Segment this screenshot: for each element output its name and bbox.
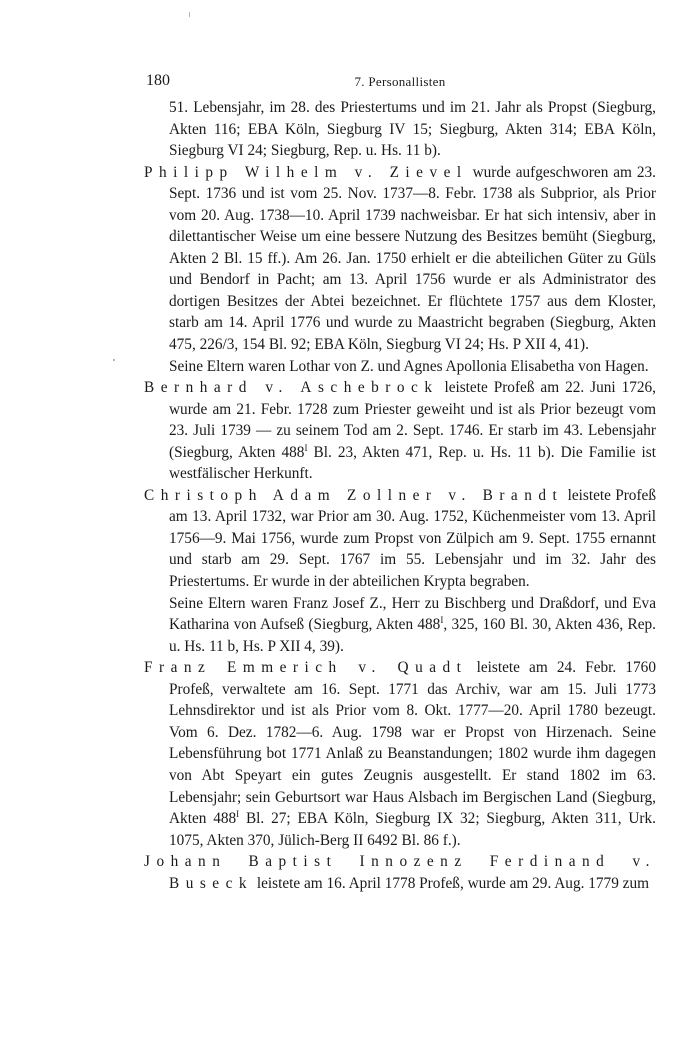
entry-aschebrock bbox=[144, 377, 656, 485]
entry-text: 51. Lebensjahr, im 28. des Priestertums und im 21. Jahr als Propst (Siegburg, Akten 116; EBA Köln, Siegburg IV 15; Siegburg, Akten 314; EBA Köln, Siegburg VI 24; Siegburg, Rep. u. Hs. 11 b). bbox=[169, 99, 656, 160]
entry-zievel bbox=[144, 162, 656, 356]
superscript: I bbox=[304, 442, 308, 453]
entry-text: leistete am 24. Febr. 1760 Profeß, verwaltete am 16. Sept. 1771 das Archiv, war am 15. Juli 1773 Lehnsdirektor und ist als Prior vom 8. Okt. 1777—20. April 1780 bezeugt. Vom 6. Dez. 1782—6. Aug. 1798 war er Propst von Hirzenach. Seine Lebensführung bot 1771 Anlaß zu Beanstandungen; 1802 wurde ihm dagegen von Abt Speyart ein gutes Zeugnis ausgestellt. Er stand 1802 im 63. Lebensjahr; sein Geburtsort war Haus Alsbach im Bergischen Land (Siegburg, Akten 488 bbox=[169, 659, 656, 828]
entry-text: Bl. 23, Akten 471, Rep. u. Hs. 11 b). Die Familie ist westfälischer Herkunft. bbox=[169, 443, 656, 483]
entry-name: Franz Emmerich v. Quadt bbox=[144, 659, 468, 677]
entry-parents bbox=[144, 593, 656, 658]
running-head: 7. Personallisten bbox=[354, 74, 446, 89]
entry-text: wurde aufgeschworen am 23. Sept. 1736 und ist vom 25. Nov. 1737—8. Febr. 1738 als Subprior, als Prior vom 20. Aug. 1738—10. April 1739 nachweisbar. Er hat sich intensiv, aber in dilettantischer Weise um eine bessere Nutzung des Besitzes bemüht (Siegburg, Akten 2 Bl. 15 ff.). Am 26. Jan. 1750 erhielt er die abteilichen Güter zu Güls und Bendorf in Pacht; am 13. April 1756 wurde er als Administrator des dortigen Besitzes der Abtei bezeichnet. Er flüchtete 1757 aus dem Kloster, starb am 14. April 1776 und wurde zu Maastricht begraben (Siegburg, Akten 475, 226/3, 154 Bl. 92; EBA Köln, Siegburg VI 24; Hs. P XII 4, 41). bbox=[169, 163, 656, 354]
entry-text: leistete am 16. April 1778 Profeß, wurde am 29. Aug. 1779 zum bbox=[253, 874, 650, 892]
entry-name: Philipp Wilhelm v. Zievel bbox=[144, 163, 468, 181]
page-number: 180 bbox=[146, 72, 170, 89]
entry-buseck bbox=[144, 851, 656, 894]
entry-text: , 325, 160 Bl. 30, Akten 436, Rep. u. Hs. 11 b, Hs. P XII 4, 39). bbox=[169, 616, 656, 655]
entry-zollner bbox=[144, 485, 656, 593]
entry-text: leistete Profeß am 13. April 1732, war Prior am 30. Aug. 1752, Küchenmeister vom 13. April 1756—9. Mai 1756, wurde zum Propst von Zülpich am 9. Sept. 1755 ernannt und starb am 29. Sept. 1767 im 55. Lebensjahr und im 32. Jahr des Priestertums. Er wurde in der abteilichen Krypta begraben. bbox=[169, 486, 656, 591]
text-block bbox=[144, 97, 656, 894]
entry-name: Christoph Adam Zollner v. Brandt bbox=[144, 486, 564, 504]
entry-parents: Seine Eltern waren Lothar von Z. und Agnes Apollonia Elisabetha von Hagen. bbox=[169, 357, 649, 375]
scan-speck bbox=[113, 359, 115, 361]
superscript: I bbox=[440, 615, 444, 626]
superscript: I bbox=[236, 808, 240, 819]
entry-continuation bbox=[144, 97, 656, 162]
entry-text: Bl. 27; EBA Köln, Siegburg IX 32; Siegburg, Akten 311, Urk. 1075, Akten 370, Jülich-Berg II 6492 Bl. 86 f.). bbox=[169, 810, 656, 849]
entry-name: Bernhard v. Aschebrock bbox=[144, 379, 439, 397]
entry-name: Johann Baptist Innozenz Ferdinand v. Buseck bbox=[144, 853, 656, 892]
entry-quadt bbox=[144, 657, 656, 851]
entry-text: Seine Eltern waren Franz Josef Z., Herr zu Bischberg und Draßdorf, und Eva Katharina von Aufseß (Siegburg, Akten 488 bbox=[169, 594, 656, 634]
scan-mark bbox=[189, 12, 190, 17]
entry-text: leistete Profeß am 22. Juni 1726, wurde am 21. Febr. 1728 zum Priester geweiht und ist als Prior bezeugt vom 23. Juli 1739 — zu seinem Tod am 2. Sept. 1746. Er starb im 43. Lebensjahr (Siegburg, Akten 488 bbox=[169, 379, 656, 461]
